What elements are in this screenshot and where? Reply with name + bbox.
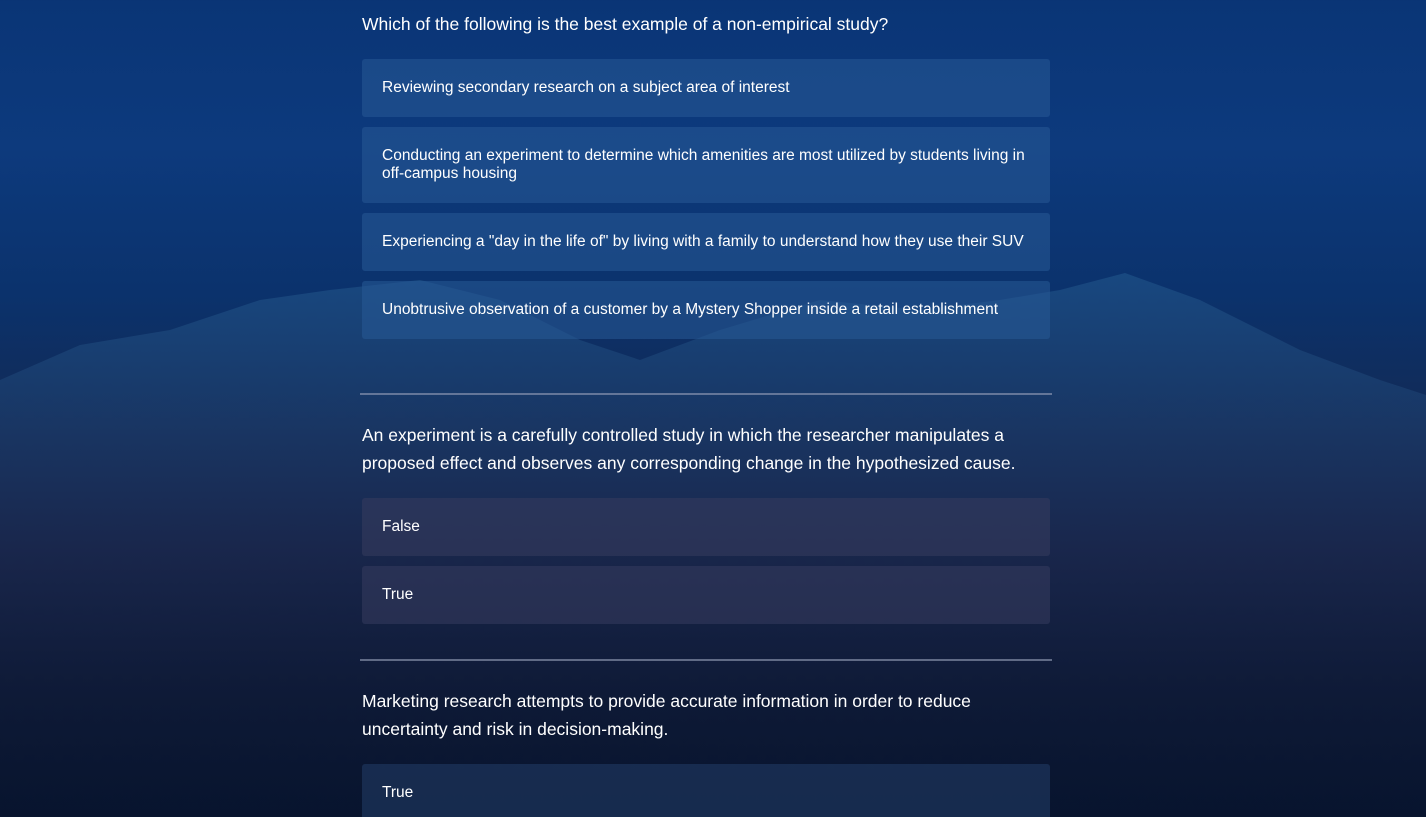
question-text: Which of the following is the best example of a non-empirical study?: [362, 14, 889, 34]
answer-option[interactable]: False: [362, 498, 1050, 556]
answer-option[interactable]: Unobtrusive observation of a customer by a Mystery Shopper inside a retail establishment: [362, 281, 1050, 339]
quiz-container: [362, 0, 1050, 817]
answer-option[interactable]: Conducting an experiment to determine which amenities are most utilized by students living in off-campus housing: [362, 127, 1050, 203]
answer-option[interactable]: True: [362, 566, 1050, 624]
answer-options: [362, 59, 1050, 339]
question-block-3: [362, 661, 1050, 817]
question-text: An experiment is a carefully controlled study in which the researcher manipulates a proposed effect and observes any corresponding change in the hypothesized cause.: [362, 425, 1016, 473]
answer-option[interactable]: Experiencing a "day in the life of" by living with a family to understand how they use their SUV: [362, 213, 1050, 271]
answer-option[interactable]: True: [362, 764, 1050, 817]
answer-option[interactable]: Reviewing secondary research on a subject area of interest: [362, 59, 1050, 117]
question-block-1: [362, 0, 1050, 393]
question-block-2: [362, 395, 1050, 659]
answer-options: [362, 764, 1050, 817]
answer-options: [362, 498, 1050, 624]
question-text: Marketing research attempts to provide accurate information in order to reduce uncertainty and risk in decision-making.: [362, 691, 971, 739]
